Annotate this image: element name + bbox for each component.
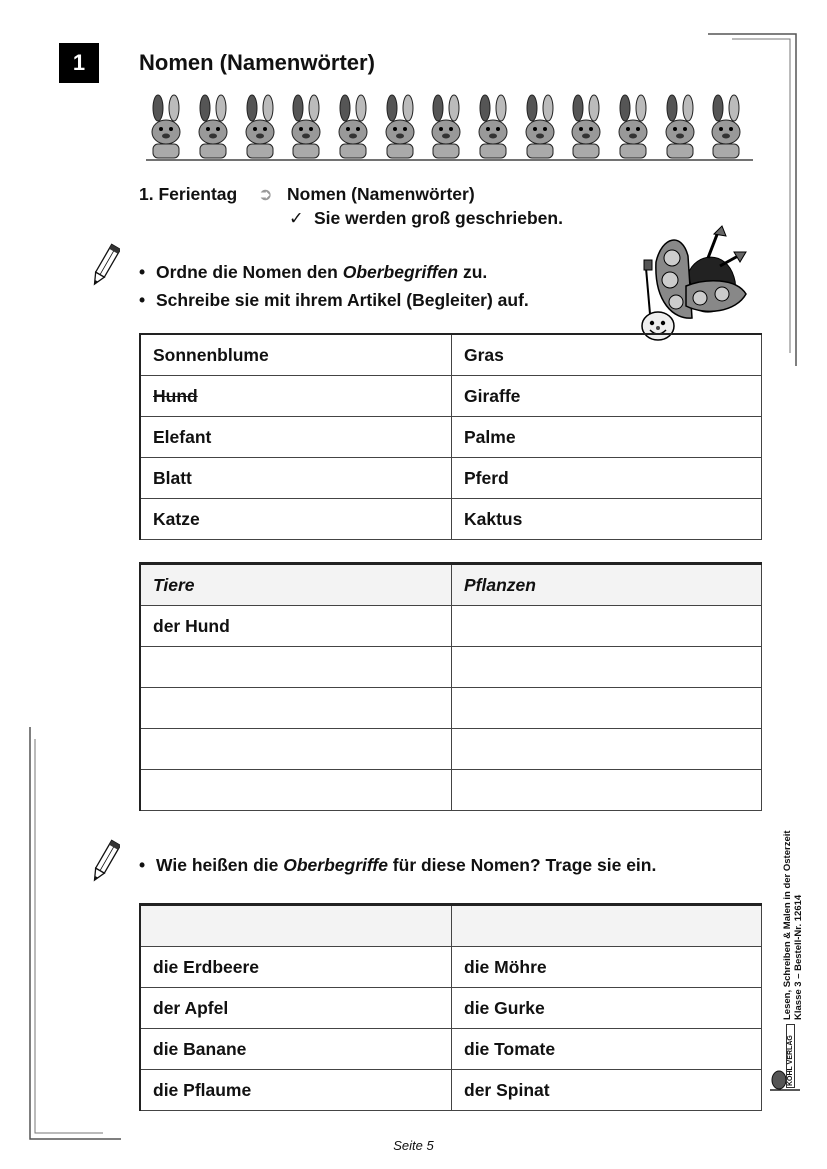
table-row — [140, 606, 762, 647]
bunny-icon — [712, 95, 740, 158]
noun-cell: die Pflaume — [140, 1070, 452, 1111]
answer-cell[interactable] — [140, 647, 452, 688]
bunny-icon — [339, 95, 367, 158]
answer-cell[interactable] — [452, 729, 762, 770]
pencil-icon — [90, 242, 120, 290]
table-row — [140, 458, 762, 499]
publisher-logo-text: KOHL VERLAG — [786, 1024, 795, 1088]
bullet: • — [139, 262, 146, 282]
bunny-border — [143, 94, 755, 162]
intro-rule: Sie werden groß geschrieben. — [314, 208, 563, 228]
answer-cell[interactable]: der Hund — [140, 606, 452, 647]
task2-instruction — [139, 855, 656, 876]
bunny-icon — [572, 95, 600, 158]
word-cell: Pferd — [452, 458, 762, 499]
bunny-icon — [619, 95, 647, 158]
table-row — [140, 647, 762, 688]
noun-cell: der Apfel — [140, 988, 452, 1029]
table-row — [140, 729, 762, 770]
column-header-plants: Pflanzen — [452, 564, 762, 606]
table-row — [140, 376, 762, 417]
sidebar-line: Lesen, Schreiben & Malen in der Osterzeit — [782, 830, 793, 1020]
instruction-text: Ordne die Nomen den — [156, 262, 343, 282]
answer-cell[interactable] — [140, 688, 452, 729]
bullet: • — [139, 855, 146, 875]
word-cell: Elefant — [140, 417, 452, 458]
sidebar-line: Klasse 3 – Bestell-Nr. 12614 — [793, 894, 804, 1020]
crossed-out-word: Hund — [153, 385, 198, 406]
arrow-icon: ➲ — [258, 184, 273, 204]
instruction-text: zu. — [458, 262, 488, 282]
table-row — [140, 417, 762, 458]
table-header-row — [140, 564, 762, 606]
bunny-icon — [199, 95, 227, 158]
bunny-icon — [246, 95, 274, 158]
word-cell: Giraffe — [452, 376, 762, 417]
table-row — [140, 334, 762, 376]
publisher-sidebar-text — [782, 790, 812, 1020]
word-cell: Gras — [452, 334, 762, 376]
instruction-text: für diese Nomen? Trage sie ein. — [387, 855, 657, 875]
page-footer-number: Seite 5 — [393, 1138, 434, 1153]
noun-cell: die Erdbeere — [140, 947, 452, 988]
noun-cell: die Möhre — [452, 947, 762, 988]
bunny-icon — [666, 95, 694, 158]
answer-cell[interactable] — [140, 729, 452, 770]
answer-cell[interactable] — [452, 647, 762, 688]
table-row — [140, 770, 762, 811]
table-row — [140, 947, 762, 988]
table-row — [140, 499, 762, 540]
page-frame-corner-bottom-left — [29, 727, 121, 1140]
instruction-emphasis: Oberbegriffen — [342, 262, 459, 282]
answer-cell[interactable] — [452, 606, 762, 647]
answer-cell[interactable] — [452, 770, 762, 811]
task1-instruction-write — [139, 290, 529, 311]
check-icon: ✓ — [289, 208, 304, 228]
ladybug-icon — [636, 222, 752, 346]
category-table — [139, 903, 762, 1111]
bunny-icon — [386, 95, 414, 158]
word-cell: Blatt — [140, 458, 452, 499]
bunny-icon — [152, 95, 180, 158]
noun-cell: die Tomate — [452, 1029, 762, 1070]
noun-cell: die Gurke — [452, 988, 762, 1029]
noun-cell: der Spinat — [452, 1070, 762, 1111]
bullet: • — [139, 290, 146, 310]
answer-cell[interactable] — [452, 688, 762, 729]
page-number-badge: 1 — [59, 43, 99, 83]
noun-cell: die Banane — [140, 1029, 452, 1070]
table-header-row — [140, 905, 762, 947]
bunny-icon — [432, 95, 460, 158]
page-title: Nomen (Namenwörter) — [139, 50, 375, 75]
bunny-icon — [292, 95, 320, 158]
category-answer-cell[interactable] — [140, 905, 452, 947]
instruction-text: Schreibe sie mit ihrem Artikel (Begleiter) auf. — [156, 290, 529, 310]
instruction-text: Wie heißen die — [156, 855, 284, 875]
tree-logo-icon — [768, 1022, 802, 1092]
task1-instruction-sort — [139, 262, 487, 283]
intro-topic: Nomen (Namenwörter) — [287, 184, 475, 204]
word-cell — [140, 376, 452, 417]
intro-day: 1. Ferientag — [139, 184, 238, 204]
instruction-emphasis: Oberbegriffe — [283, 855, 388, 875]
word-cell: Sonnenblume — [140, 334, 452, 376]
pencil-icon — [90, 838, 120, 886]
word-cell: Katze — [140, 499, 452, 540]
word-cell: Palme — [452, 417, 762, 458]
sort-table — [139, 562, 762, 811]
bunny-icon — [479, 95, 507, 158]
table-row — [140, 988, 762, 1029]
category-answer-cell[interactable] — [452, 905, 762, 947]
bunny-icon — [526, 95, 554, 158]
column-header-animals: Tiere — [140, 564, 452, 606]
table-row — [140, 1029, 762, 1070]
word-cell: Kaktus — [452, 499, 762, 540]
table-row — [140, 1070, 762, 1111]
word-table — [139, 333, 762, 540]
table-row — [140, 688, 762, 729]
answer-cell[interactable] — [140, 770, 452, 811]
